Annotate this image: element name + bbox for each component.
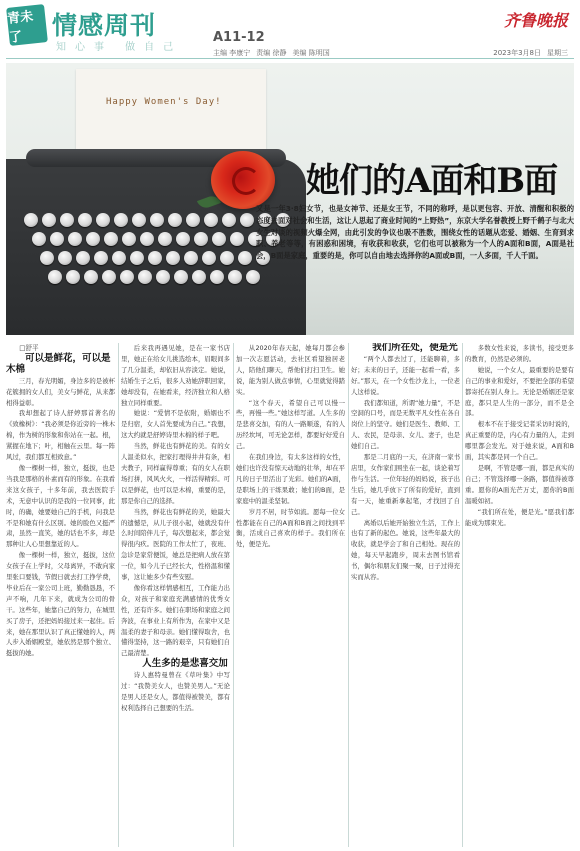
column-logo: 青未了 (6, 4, 48, 46)
paragraph: 当然，鲜花也有鲜花的美。有的女人温柔似水，把家打理得井井有条，相夫教子，同样赢得尊重；有的女人在职场打拼，风风火火，一样活得精彩。可以是鲜花，也可以是木棉，重要的是，那是你自己的选择。 (121, 442, 230, 505)
article-byline: □舒平 (19, 344, 39, 352)
responsible-editor-credit: 责编 徐静 (256, 49, 287, 57)
hero-image (6, 63, 574, 335)
paragraph: 岁月不居，时节如流。愿每一位女性都能在自己的A面和B面之间找到平衡，活成自己喜欢的样子。我们所在处，便是光。 (236, 507, 345, 549)
paragraph: 像你看这样情感相互，工作能力出众，对孩子和家庭充满感情的优秀女性，还有许多。她们在职场和家庭之间奔波，在事业上有所作为，在家中又是温柔的妻子和母亲。她们懂得取舍，也懂得坚持，这一路的艰辛，只有她们自己最清楚。 (121, 583, 230, 658)
rose-petal-swirl (232, 167, 260, 195)
feature-headline: 她们的A面和B面 (306, 161, 558, 201)
paragraph: 从2020年春天起，她每月都会参加一次志愿活动，去社区看望独居老人，陪他们聊天，帮他们打扫卫生。她说，能为别人做点事情，心里就觉得踏实。 (236, 344, 345, 396)
article-title-joy-sorrow: 人生多的是悲喜交加 (142, 658, 228, 670)
feature-intro: 又是一年3·8妇女节，也是女神节、还是女王节，不同的称呼，是以更包容、开放、清醒和积极的态度去面对社会和生活，这让人思起了商业时间的“上野热”，东京大学名誉教授上野千鹤子与北大女生对谈的视频火爆全网，由此引发的争议也吸不胜数，围绕女性的话题从恋爱、婚姻、生育到求职、养老等等，有困惑和困境，有收获和收获，它们也可以被称为一个人的A面和B面，A面是社会，B面是家庭，重要的是，你可以自由地去选择你的A面或B面，一人多面，千人千面。 (256, 204, 574, 261)
column-3 (236, 343, 345, 847)
designer-credit: 美编 陈明国 (292, 49, 330, 57)
paragraph: 在我们身边，有太多这样的女性，她们也许没有惊天动地的壮举，却在平凡的日子里活出了光彩。她们的A面，是职场上的干练果敢；她们的B面，是家庭中的温柔坚韧。 (236, 453, 345, 505)
editor-credits (213, 48, 330, 58)
paragraph: 诗人惠特曼曾在《草叶集》中写过：“我赞美女人，也赞美男人。”无论是男人还是女人，都值得被赞美，都有权利选择自己想要的生活。 (121, 671, 230, 712)
column-divider (348, 343, 349, 847)
column-5 (465, 343, 574, 847)
paragraph: 像一棵树一样，独立，挺拔，也是当我是那格的朴素而有的形象。在我看来这女孩子，十多年前，我去医院手术，无意中认识的是我的一位同事，此时，的确，她要她自己的手机，问我是不是和她有什么区别。她的脸色又挺严肃，虽然一直笑，她的话也不多，却是那种让人心里想靠近的人。 (6, 463, 115, 549)
paragraph: 她说：“爱情不是依附，婚姻也不是归宿，女人首先要成为自己。”我想，这大约就是舒婷诗里木棉的样子吧。 (121, 409, 230, 440)
paragraph: 当然，鲜花也有鲜花的美，她最大的遗憾是，从儿子很小起，她就没有什么时间陪伴儿子，每次想起来，都会觉得很内疚。医院的工作太忙了，夜班、急诊是家常便饭，她总是把病人放在第一位，如今儿子已经长大，性格温和懂事，这让她多少有些安慰。 (121, 507, 230, 582)
newspaper-logo: 齐鲁晚报 (503, 11, 568, 30)
paragraph: 根本不在于接受记者采访时说的，真正重要的是，内心有力量的人，走到哪里都会发光。对于她来说，A面和B面，其实都是同一个自己。 (465, 420, 574, 462)
paragraph: 我们都知道，所谓“她力量”，不是空洞的口号，而是无数平凡女性在各自岗位上的坚守。她们是医生、教师、工人、农民，是母亲、女儿、妻子，也是她们自己。 (351, 398, 460, 451)
paragraph: “我们所在处，便是光。”愿我们都能成为那束光。 (465, 507, 574, 527)
paragraph: 后来我再遇见她，是在一家书店里，她正在给女儿挑选绘本，眉眼间多了几分温柔，却依旧从容淡定。她说，结婚生子之后，很多人劝她辞职回家，她却没有，在她看来，经济独立和人格独立同样重要。 (121, 344, 230, 407)
column-subtitle: 知心事 做自己 (56, 42, 183, 53)
article-columns (6, 343, 574, 849)
issue-date: 2023年3月8日 (493, 49, 541, 57)
typewriter-paper (76, 69, 266, 159)
article-title-flowers: 可以是鲜花，可以是木棉 (6, 352, 111, 375)
paragraph: “这个春天，希望自己可以慢一些，再慢一些。”她这样写道。人生多的是悲喜交加，有的人一路顺遂，有的人历经坎坷，可无论怎样，都要好好爱自己。 (236, 398, 345, 451)
column-divider (462, 343, 463, 847)
paragraph: 那是二月底的一天，在济南一家书店里，女作家们围坐在一起，谈论着写作与生活。一位年轻的妈妈说，孩子出生后，她几乎放下了所有的爱好，直到有一天，她重新拿起笔，才找回了自己。 (351, 453, 460, 516)
column-2 (121, 343, 230, 847)
editor-credit: 主编 李康宁 (213, 49, 251, 57)
article-title-light: 我们所在处，便是光 (372, 343, 458, 353)
column-1 (6, 343, 115, 847)
paragraph: 是啊，不管是哪一面，都是真实的自己；不管选择哪一条路，都值得被尊重。愿你的A面光芒万丈，愿你的B面温暖如初。 (465, 463, 574, 505)
dateline (493, 48, 568, 58)
column-title: 情感周刊 (52, 11, 157, 40)
typewriter-paper-text: Happy Women's Day! (106, 97, 222, 107)
paragraph: 像一棵树一样，独立，挺拔，这位女孩子在上学时，父母离异，不敢向家里张口要钱，节假日就去打工挣学费，毕业后在一家公司上班，勤勤恳恳，不声不响，几年下来，就成为公司的骨干。这些年，她靠自己的努力，在城里买了房子，还把妈妈接过来一起住。后来，她在那里认识了真正懂她的人，两人步入婚姻殿堂，她依然是那个独立、挺拔的她。 (6, 551, 115, 658)
paragraph: “两个人都去过了，还能聊着，多好；未来的日子，还能一起看一看，多好。”那天，在一个女性沙龙上，一位老人这样说。 (351, 354, 460, 396)
column-4 (351, 343, 460, 847)
paragraph: 离婚以后她开始独立生活，工作上也有了新的起色。她说，这些年最大的收获，就是学会了和自己相处。现在的她，每天早起跑步，周末去图书馆看书，偶尔和朋友们聚一聚，日子过得充实而从容。 (351, 518, 460, 582)
paragraph: 三月，春光明媚，身边多的是被杯花簇拥的女人们，美女与鲜花，从来都相得益彰。 (6, 376, 115, 407)
column-divider (233, 343, 234, 847)
issue-weekday: 星期三 (547, 49, 568, 57)
header-rule (6, 58, 574, 59)
page-number: A11-12 (213, 30, 265, 45)
paragraph: 我却想起了诗人舒婷那首著名的《致橡树》：“我必须是你近旁的一株木棉，作为树的形象和你站在一起。根，紧握在地下；叶，相触在云里。每一阵风过，我们都互相致意。” (6, 409, 115, 462)
typewriter-keys (24, 213, 294, 289)
paragraph: 她说，一个女人，最重要的是要有自己的事业和爱好，不要把全部的希望都寄托在别人身上。无论是婚姻还是家庭，都只是人生的一部分，而不是全部。 (465, 365, 574, 418)
column-divider (118, 343, 119, 847)
paragraph: 多数女性来说，多读书，接受更多的教育，仍然是必须的。 (465, 344, 574, 363)
